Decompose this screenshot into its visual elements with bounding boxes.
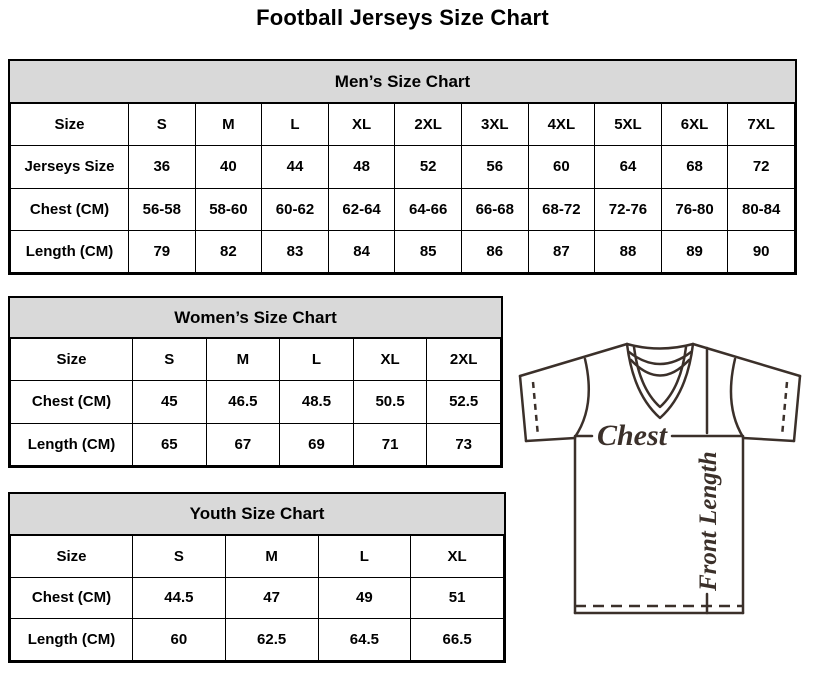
value-cell: 73 bbox=[427, 423, 501, 465]
value-cell: 60 bbox=[528, 146, 595, 188]
row-label-cell: Size bbox=[11, 536, 133, 578]
row-label-cell: Jerseys Size bbox=[11, 146, 129, 188]
value-cell: 52.5 bbox=[427, 381, 501, 423]
row-label-cell: Size bbox=[11, 339, 133, 381]
womens-table-header: Women’s Size Chart bbox=[10, 298, 501, 338]
value-cell: 7XL bbox=[728, 104, 795, 146]
value-cell: 62-64 bbox=[328, 188, 395, 230]
jersey-left-cuff-dashed-line bbox=[533, 382, 538, 436]
table-row bbox=[11, 104, 795, 146]
value-cell: 79 bbox=[129, 230, 196, 272]
youth-table-header: Youth Size Chart bbox=[10, 494, 504, 535]
jersey-right-armhole-seam bbox=[731, 359, 743, 437]
value-cell: S bbox=[129, 104, 196, 146]
value-cell: 86 bbox=[461, 230, 528, 272]
value-cell: 52 bbox=[395, 146, 462, 188]
jersey-collar-inner-v bbox=[634, 347, 686, 407]
row-label-cell: Chest (CM) bbox=[11, 381, 133, 423]
row-label-cell: Chest (CM) bbox=[11, 577, 133, 619]
value-cell: 72 bbox=[728, 146, 795, 188]
value-cell: 4XL bbox=[528, 104, 595, 146]
value-cell: 46.5 bbox=[206, 381, 280, 423]
chest-label: Chest bbox=[596, 419, 668, 452]
value-cell: 89 bbox=[661, 230, 728, 272]
jersey-right-shoulder-line bbox=[693, 344, 800, 376]
value-cell: 65 bbox=[133, 423, 207, 465]
value-cell: XL bbox=[328, 104, 395, 146]
jersey-left-sleeve-outer-edge bbox=[520, 376, 526, 441]
value-cell: 44 bbox=[262, 146, 329, 188]
value-cell: 62.5 bbox=[225, 619, 318, 661]
jersey-left-sleeve-cuff-bottom bbox=[526, 438, 575, 441]
value-cell: 60-62 bbox=[262, 188, 329, 230]
value-cell: 2XL bbox=[427, 339, 501, 381]
jersey-collar-rib-curve-1 bbox=[629, 352, 691, 364]
womens-size-table bbox=[8, 296, 503, 468]
jersey-collar-top-curve bbox=[627, 344, 693, 349]
value-cell: 85 bbox=[395, 230, 462, 272]
value-cell: M bbox=[195, 104, 262, 146]
value-cell: 68 bbox=[661, 146, 728, 188]
value-cell: 48 bbox=[328, 146, 395, 188]
table-row bbox=[11, 577, 504, 619]
value-cell: 58-60 bbox=[195, 188, 262, 230]
value-cell: 47 bbox=[225, 577, 318, 619]
value-cell: 68-72 bbox=[528, 188, 595, 230]
table-row bbox=[11, 339, 501, 381]
value-cell: 90 bbox=[728, 230, 795, 272]
value-cell: 84 bbox=[328, 230, 395, 272]
table-row bbox=[11, 230, 795, 272]
youth-table-grid bbox=[10, 535, 504, 661]
jersey-right-sleeve-cuff-bottom bbox=[743, 438, 794, 441]
value-cell: 64.5 bbox=[318, 619, 411, 661]
value-cell: L bbox=[262, 104, 329, 146]
table-row bbox=[11, 536, 504, 578]
value-cell: XL bbox=[353, 339, 427, 381]
value-cell: 88 bbox=[595, 230, 662, 272]
value-cell: 76-80 bbox=[661, 188, 728, 230]
row-label-cell: Length (CM) bbox=[11, 423, 133, 465]
value-cell: 2XL bbox=[395, 104, 462, 146]
value-cell: 3XL bbox=[461, 104, 528, 146]
row-label-cell: Size bbox=[11, 104, 129, 146]
row-label-cell: Chest (CM) bbox=[11, 188, 129, 230]
value-cell: 36 bbox=[129, 146, 196, 188]
value-cell: L bbox=[318, 536, 411, 578]
value-cell: 66.5 bbox=[411, 619, 504, 661]
value-cell: 51 bbox=[411, 577, 504, 619]
value-cell: L bbox=[280, 339, 354, 381]
value-cell: 56 bbox=[461, 146, 528, 188]
jersey-right-cuff-dashed-line bbox=[782, 382, 787, 436]
value-cell: 71 bbox=[353, 423, 427, 465]
row-label-cell: Length (CM) bbox=[11, 230, 129, 272]
value-cell: 49 bbox=[318, 577, 411, 619]
value-cell: 60 bbox=[133, 619, 226, 661]
value-cell: XL bbox=[411, 536, 504, 578]
value-cell: 64-66 bbox=[395, 188, 462, 230]
table-row bbox=[11, 188, 795, 230]
value-cell: 83 bbox=[262, 230, 329, 272]
value-cell: 67 bbox=[206, 423, 280, 465]
value-cell: S bbox=[133, 536, 226, 578]
value-cell: 87 bbox=[528, 230, 595, 272]
value-cell: 48.5 bbox=[280, 381, 354, 423]
mens-size-table bbox=[8, 59, 797, 275]
value-cell: 72-76 bbox=[595, 188, 662, 230]
value-cell: 45 bbox=[133, 381, 207, 423]
value-cell: M bbox=[225, 536, 318, 578]
table-row bbox=[11, 423, 501, 465]
value-cell: S bbox=[133, 339, 207, 381]
table-row bbox=[11, 146, 795, 188]
mens-table-header: Men’s Size Chart bbox=[10, 61, 795, 103]
jersey-left-shoulder-line bbox=[520, 344, 627, 376]
front-length-label: Front Length bbox=[695, 451, 722, 591]
mens-table-grid bbox=[10, 103, 795, 273]
value-cell: 56-58 bbox=[129, 188, 196, 230]
youth-size-table bbox=[8, 492, 506, 663]
page-title: Football Jerseys Size Chart bbox=[256, 5, 549, 30]
jersey-measurement-diagram bbox=[513, 330, 813, 620]
value-cell: 44.5 bbox=[133, 577, 226, 619]
table-row bbox=[11, 619, 504, 661]
value-cell: 5XL bbox=[595, 104, 662, 146]
value-cell: 80-84 bbox=[728, 188, 795, 230]
value-cell: 50.5 bbox=[353, 381, 427, 423]
table-row bbox=[11, 381, 501, 423]
value-cell: 6XL bbox=[661, 104, 728, 146]
row-label-cell: Length (CM) bbox=[11, 619, 133, 661]
value-cell: 64 bbox=[595, 146, 662, 188]
value-cell: 82 bbox=[195, 230, 262, 272]
womens-table-grid bbox=[10, 338, 501, 466]
value-cell: 66-68 bbox=[461, 188, 528, 230]
jersey-right-sleeve-outer-edge bbox=[794, 376, 800, 441]
value-cell: M bbox=[206, 339, 280, 381]
value-cell: 40 bbox=[195, 146, 262, 188]
jersey-left-armhole-seam bbox=[575, 359, 589, 437]
value-cell: 69 bbox=[280, 423, 354, 465]
